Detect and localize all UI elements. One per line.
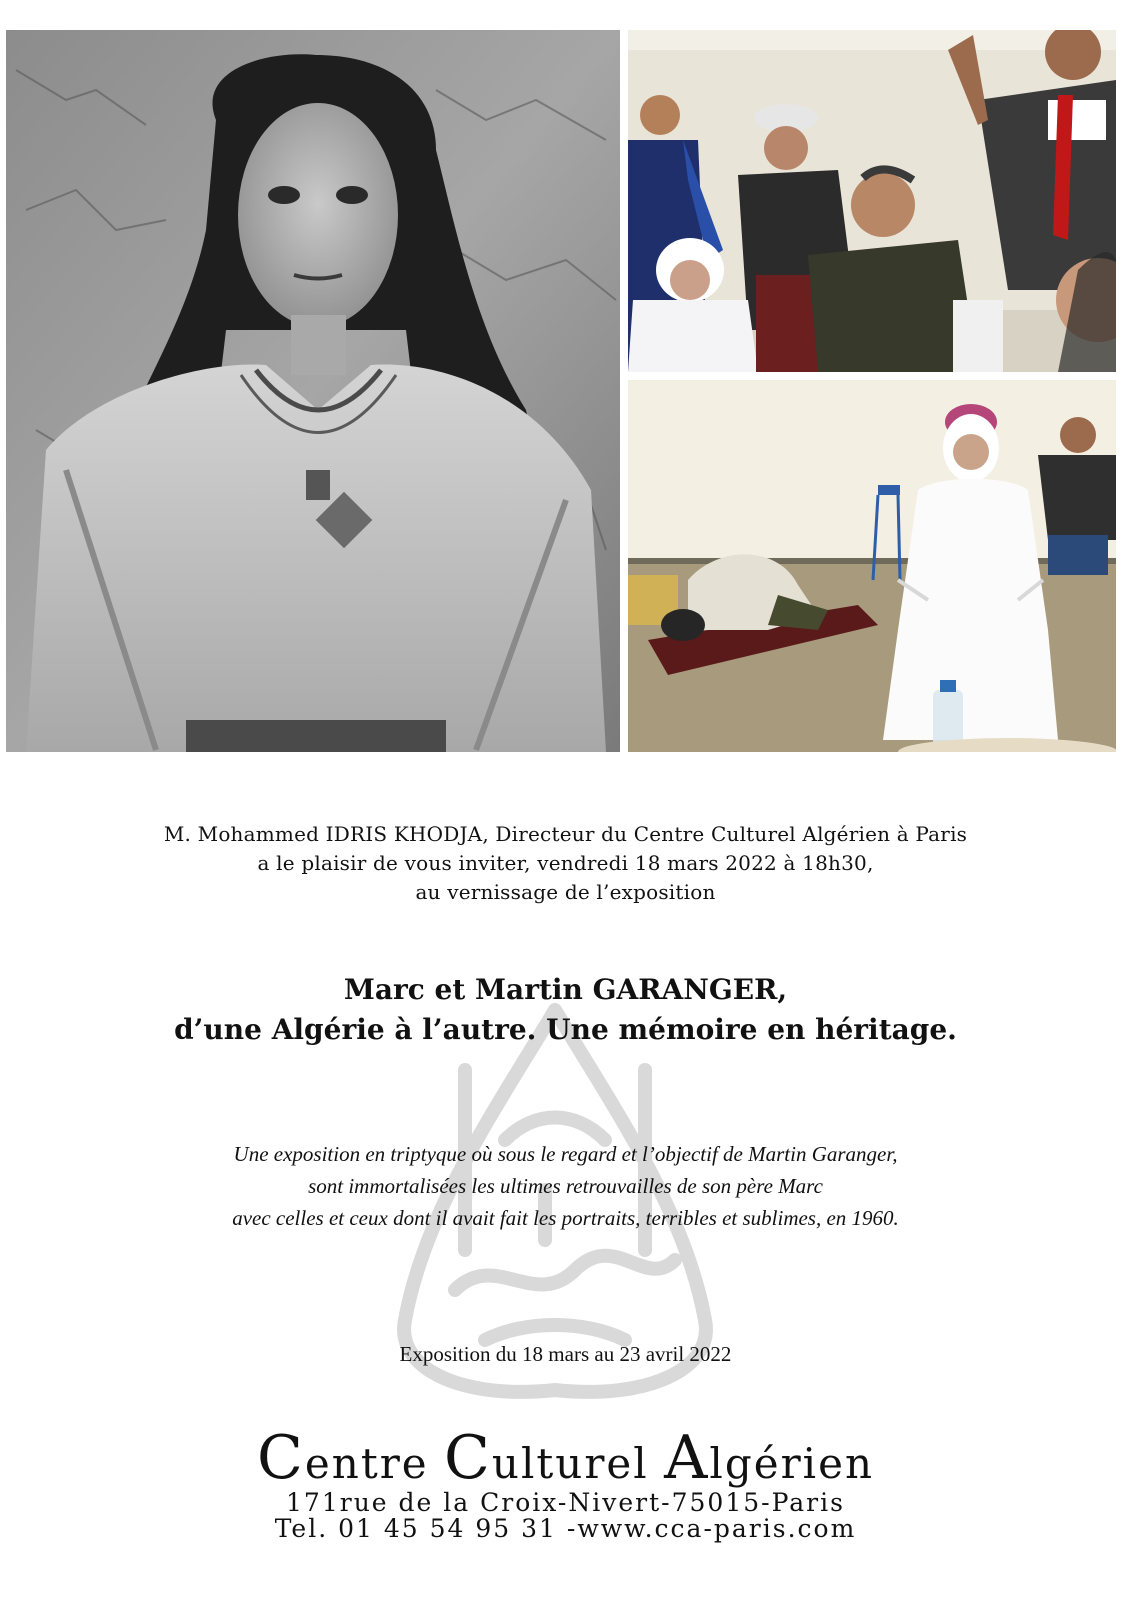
description-line-2: sont immortalisées les ultimes retrouvailles de son père Marc [308, 1174, 823, 1198]
cca-logo-name [0, 1423, 1131, 1493]
invitation-text [0, 820, 1131, 907]
exhibition-dates: Exposition du 18 mars au 23 avril 2022 [399, 1342, 732, 1366]
description-line-1: Une exposition en triptyque où sous le regard et l’objectif de Martin Garanger, [233, 1142, 898, 1166]
logo-initial-a: A [664, 1423, 710, 1493]
invitation-line-2: a le plaisir de vous inviter, vendredi 18 mars 2022 à 18h30, [257, 851, 874, 875]
logo-word-1: entre [304, 1439, 444, 1488]
logo-word-3: lgérien [709, 1439, 874, 1488]
logo-word-2: ulturel [491, 1439, 665, 1488]
reunion-photo [628, 30, 1116, 372]
exhibition-title-line-1: Marc et Martin GARANGER, [343, 973, 788, 1006]
prayer-room-photo-image [628, 380, 1116, 752]
logo-initial-c1: C [257, 1423, 305, 1493]
exhibition-description [0, 1138, 1131, 1234]
exhibition-title [0, 970, 1131, 1050]
exhibition-title-line-2: d’une Algérie à l’autre. Une mémoire en héritage. [174, 1013, 957, 1046]
portrait-photo [6, 30, 620, 752]
cca-logo-block [0, 1423, 1131, 1543]
description-line-3: avec celles et ceux dont il avait fait les portraits, terribles et sublimes, en 1960. [232, 1206, 899, 1230]
reunion-photo-image [628, 30, 1116, 372]
invitation-line-1: M. Mohammed IDRIS KHODJA, Directeur du Centre Culturel Algérien à Paris [163, 822, 968, 846]
prayer-room-photo [628, 380, 1116, 752]
cca-address: 171rue de la Croix-Nivert-75015-Paris [286, 1488, 845, 1517]
invitation-line-3: au vernissage de l’exposition [415, 880, 716, 904]
logo-initial-c2: C [444, 1423, 492, 1493]
portrait-photo-image [6, 30, 620, 752]
cca-contact: Tel. 01 45 54 95 31 -www.cca-paris.com [274, 1514, 857, 1543]
